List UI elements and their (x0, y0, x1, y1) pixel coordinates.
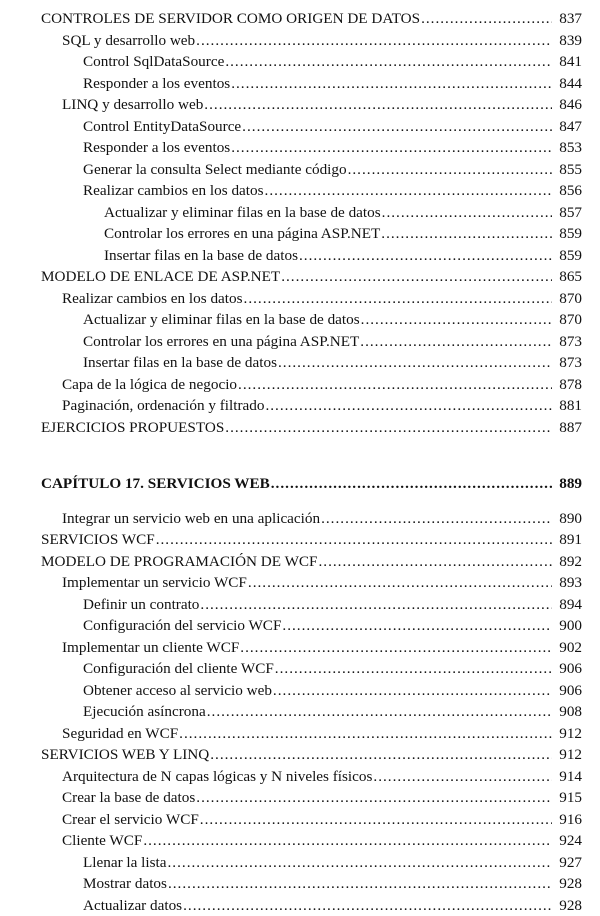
toc-entry-title: Ejecución asíncrona (83, 701, 206, 723)
dot-leader (265, 395, 552, 417)
dot-leader (225, 417, 552, 439)
toc-entry-title: Configuración del cliente WCF (83, 658, 274, 680)
toc-entry[interactable] (0, 180, 600, 202)
toc-entry[interactable] (0, 8, 600, 30)
toc-entry[interactable] (0, 658, 600, 680)
toc-entry-page: 891 (556, 529, 582, 551)
toc-entry[interactable] (0, 94, 600, 116)
dot-leader (143, 830, 552, 852)
toc-entry-title: Crear la base de datos (62, 787, 195, 809)
toc-entry-title: EJERCICIOS PROPUESTOS (41, 417, 224, 439)
toc-entry-page: 847 (556, 116, 582, 138)
toc-entry-page: 914 (556, 766, 582, 788)
toc-entry-page: 906 (556, 680, 582, 702)
toc-entry-page: 890 (556, 508, 582, 530)
toc-entry[interactable] (0, 417, 600, 439)
toc-entry-title: Implementar un cliente WCF (62, 637, 239, 659)
toc-entry-title: Mostrar datos (83, 873, 167, 895)
dot-leader (381, 223, 552, 245)
dot-leader (156, 529, 552, 551)
dot-leader (200, 594, 552, 616)
toc-entry[interactable] (0, 288, 600, 310)
toc-entry-title: Implementar un servicio WCF (62, 572, 247, 594)
toc-entry-page: 837 (556, 8, 582, 30)
toc-entry[interactable] (0, 266, 600, 288)
toc-entry[interactable] (0, 73, 600, 95)
dot-leader (168, 852, 553, 874)
toc-entry-page: 873 (556, 331, 582, 353)
dot-leader (200, 809, 552, 831)
toc-entry-page: 894 (556, 594, 582, 616)
toc-entry-page: 873 (556, 352, 582, 374)
toc-entry-page: 912 (556, 723, 582, 745)
dot-leader (348, 159, 552, 181)
toc-entry-title: Responder a los eventos (83, 73, 230, 95)
dot-leader (278, 352, 552, 374)
toc-entry-page: 870 (556, 309, 582, 331)
toc-entry[interactable] (0, 159, 600, 181)
toc-section-1 (0, 8, 600, 438)
toc-entry[interactable] (0, 830, 600, 852)
toc-entry-title: Obtener acceso al servicio web (83, 680, 272, 702)
toc-entry-title: CONTROLES DE SERVIDOR COMO ORIGEN DE DATOS (41, 8, 420, 30)
toc-entry-title: Capa de la lógica de negocio (62, 374, 237, 396)
toc-entry-title: Control SqlDataSource (83, 51, 224, 73)
dot-leader (231, 137, 552, 159)
dot-leader (373, 766, 552, 788)
toc-entry[interactable] (0, 116, 600, 138)
dot-leader (275, 658, 552, 680)
toc-entry[interactable] (0, 637, 600, 659)
dot-leader (299, 245, 552, 267)
toc-entry[interactable] (0, 594, 600, 616)
toc-entry-page: 892 (556, 551, 582, 573)
dot-leader (207, 701, 552, 723)
toc-entry[interactable] (0, 744, 600, 766)
toc-entry[interactable] (0, 852, 600, 874)
toc-entry[interactable] (0, 223, 600, 245)
dot-leader (321, 508, 552, 530)
toc-entry-title: Realizar cambios en los datos (62, 288, 243, 310)
toc-entry-page: 902 (556, 637, 582, 659)
toc-entry-title: SERVICIOS WCF (41, 529, 155, 551)
toc-entry-page: 912 (556, 744, 582, 766)
toc-entry[interactable] (0, 572, 600, 594)
dot-leader (382, 202, 552, 224)
toc-entry[interactable] (0, 309, 600, 331)
toc-entry-page: 844 (556, 73, 582, 95)
toc-entry-page: 856 (556, 180, 582, 202)
table-of-contents (0, 8, 600, 916)
toc-entry-title: Actualizar datos (83, 895, 182, 916)
toc-entry-page: 865 (556, 266, 582, 288)
chapter-title: CAPÍTULO 17. SERVICIOS WEB (41, 473, 270, 495)
dot-leader (421, 8, 552, 30)
toc-entry-title: SQL y desarrollo web (62, 30, 195, 52)
toc-entry-title: Llenar la lista (83, 852, 167, 874)
toc-entry-title: Insertar filas en la base de datos (83, 352, 277, 374)
toc-entry[interactable] (0, 873, 600, 895)
toc-entry-title: Responder a los eventos (83, 137, 230, 159)
toc-entry-title: Controlar los errores en una página ASP.NET (104, 223, 380, 245)
toc-entry-title: Paginación, ordenación y filtrado (62, 395, 264, 417)
dot-leader (196, 30, 552, 52)
dot-leader (225, 51, 552, 73)
toc-entry-page: 928 (556, 873, 582, 895)
dot-leader (273, 680, 552, 702)
dot-leader (204, 94, 552, 116)
toc-entry-title: Generar la consulta Select mediante código (83, 159, 347, 181)
toc-entry[interactable] (0, 137, 600, 159)
toc-entry[interactable] (0, 508, 600, 530)
toc-entry-title: SERVICIOS WEB Y LINQ (41, 744, 209, 766)
dot-leader (244, 288, 552, 310)
dot-leader (265, 180, 552, 202)
toc-entry[interactable] (0, 395, 600, 417)
dot-leader (238, 374, 552, 396)
dot-leader (318, 551, 552, 573)
toc-entry-page: 906 (556, 658, 582, 680)
toc-entry-page: 839 (556, 30, 582, 52)
toc-entry-title: Cliente WCF (62, 830, 142, 852)
toc-entry-title: Actualizar y eliminar filas en la base de datos (83, 309, 360, 331)
toc-entry[interactable] (0, 331, 600, 353)
toc-entry-page: 855 (556, 159, 582, 181)
toc-entry-title: Seguridad en WCF (62, 723, 178, 745)
toc-entry-title: Insertar filas en la base de datos (104, 245, 298, 267)
toc-entry-page: 841 (556, 51, 582, 73)
toc-entry-page: 859 (556, 223, 582, 245)
toc-entry[interactable] (0, 680, 600, 702)
dot-leader (231, 73, 552, 95)
toc-entry[interactable] (0, 51, 600, 73)
toc-entry-title: Configuración del servicio WCF (83, 615, 281, 637)
toc-entry-title: Crear el servicio WCF (62, 809, 199, 831)
toc-entry-title: Controlar los errores en una página ASP.NET (83, 331, 359, 353)
toc-entry[interactable] (0, 202, 600, 224)
toc-entry[interactable] (0, 30, 600, 52)
toc-entry-title: Control EntityDataSource (83, 116, 241, 138)
toc-entry-title: Realizar cambios en los datos (83, 180, 264, 202)
toc-entry-page: 924 (556, 830, 582, 852)
dot-leader (242, 116, 552, 138)
toc-entry-title: LINQ y desarrollo web (62, 94, 203, 116)
toc-entry-page: 881 (556, 395, 582, 417)
toc-entry-title: Arquitectura de N capas lógicas y N niveles físicos (62, 766, 372, 788)
toc-entry[interactable] (0, 374, 600, 396)
dot-leader (179, 723, 552, 745)
toc-entry-title: Definir un contrato (83, 594, 199, 616)
toc-entry[interactable] (0, 551, 600, 573)
dot-leader (248, 572, 552, 594)
toc-entry[interactable] (0, 245, 600, 267)
toc-entry-page: 878 (556, 374, 582, 396)
toc-entry[interactable] (0, 766, 600, 788)
toc-entry-title: MODELO DE ENLACE DE ASP.NET (41, 266, 280, 288)
toc-entry-title: Integrar un servicio web en una aplicación (62, 508, 320, 530)
toc-entry-page: 857 (556, 202, 582, 224)
dot-leader (183, 895, 552, 916)
toc-entry[interactable] (0, 787, 600, 809)
toc-entry[interactable] (0, 529, 600, 551)
chapter-page: 889 (556, 473, 582, 495)
dot-leader (361, 309, 552, 331)
toc-entry-page: 859 (556, 245, 582, 267)
toc-entry-page: 887 (556, 417, 582, 439)
toc-entry-page: 908 (556, 701, 582, 723)
toc-entry-page: 927 (556, 852, 582, 874)
dot-leader (360, 331, 552, 353)
toc-entry[interactable] (0, 701, 600, 723)
toc-entry-page: 916 (556, 809, 582, 831)
toc-entry[interactable] (0, 615, 600, 637)
toc-entry-title: Actualizar y eliminar filas en la base de datos (104, 202, 381, 224)
toc-entry-page: 853 (556, 137, 582, 159)
toc-entry-title: MODELO DE PROGRAMACIÓN DE WCF (41, 551, 317, 573)
dot-leader (240, 637, 552, 659)
dot-leader (271, 473, 552, 495)
dot-leader (196, 787, 552, 809)
toc-entry[interactable] (0, 723, 600, 745)
toc-entry-page: 893 (556, 572, 582, 594)
dot-leader (282, 615, 552, 637)
dot-leader (168, 873, 552, 895)
chapter-heading[interactable] (0, 473, 600, 495)
dot-leader (281, 266, 552, 288)
toc-entry-page: 870 (556, 288, 582, 310)
dot-leader (210, 744, 552, 766)
toc-entry-page: 846 (556, 94, 582, 116)
toc-entry-page: 900 (556, 615, 582, 637)
toc-entry-page: 915 (556, 787, 582, 809)
toc-section-2 (0, 508, 600, 916)
toc-entry[interactable] (0, 809, 600, 831)
toc-entry[interactable] (0, 895, 600, 916)
toc-entry-page: 928 (556, 895, 582, 916)
toc-entry[interactable] (0, 352, 600, 374)
